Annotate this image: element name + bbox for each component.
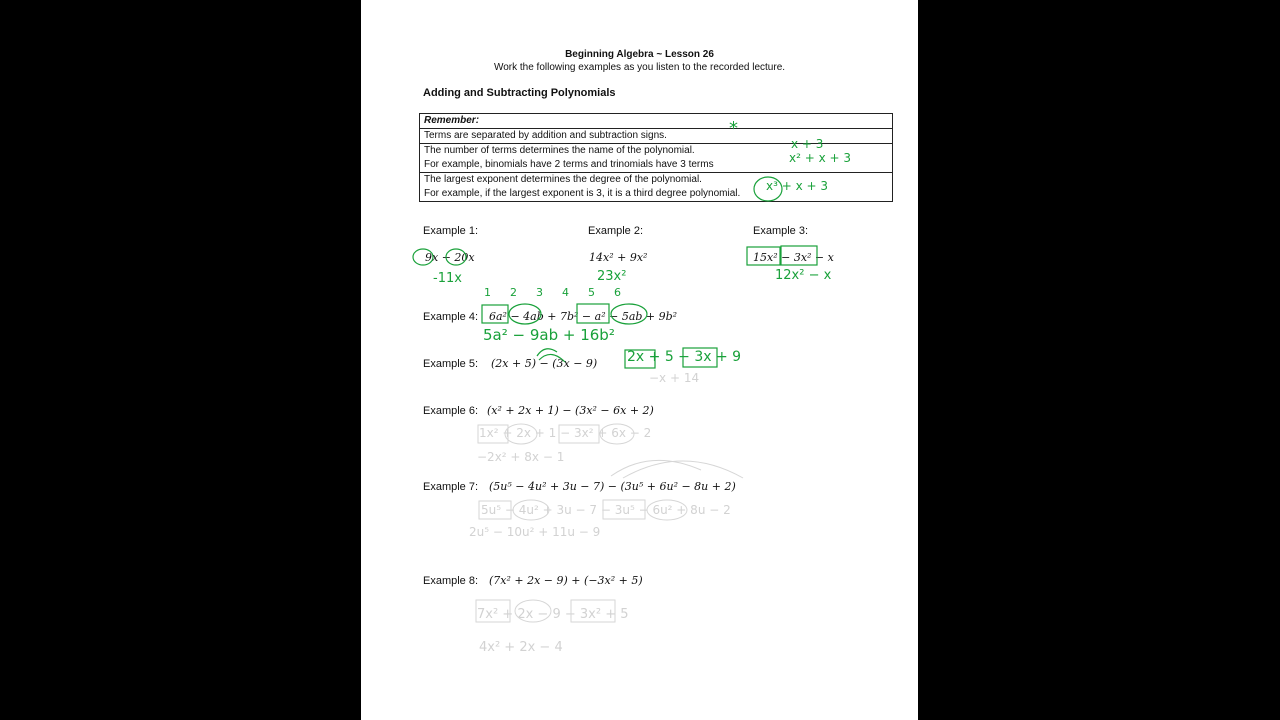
remember-row: Terms are separated by addition and subtraction signs.: [420, 128, 892, 143]
document-page: [361, 0, 918, 720]
example-6-work: 1x² + 2x + 1 − 3x² + 6x − 2: [479, 426, 652, 440]
arc-mark: [623, 461, 743, 478]
remember-row: For example, if the largest exponent is 3, it is a third degree polynomial.: [424, 188, 741, 199]
example-8-work: 7x² + 2x − 9 − 3x² + 5: [477, 607, 629, 622]
star-annotation: *: [729, 118, 738, 139]
example-3-expression: 15x² − 3x² − x: [753, 251, 834, 264]
arc-mark: [611, 460, 701, 476]
example-7-work: 5u⁵ − 4u² + 3u − 7 − 3u⁵ − 6u² + 8u − 2: [481, 503, 731, 517]
example-6-label: Example 6:: [423, 405, 479, 417]
page-subtitle: Work the following examples as you listen to the recorded lecture.: [493, 62, 786, 73]
example-6-expression: (x² + 2x + 1) − (3x² − 6x + 2): [487, 404, 654, 417]
term-number-markers: [484, 286, 640, 299]
term-number: 3: [536, 286, 562, 299]
example-1-label: Example 1:: [423, 225, 479, 237]
example-3-work: 12x² − x: [775, 268, 832, 283]
section-title: Adding and Subtracting Polynomials: [423, 87, 616, 99]
example-5-result: −x + 14: [649, 371, 700, 385]
term-number: 1: [484, 286, 510, 299]
term-number: 2: [510, 286, 536, 299]
example-4-label: Example 4:: [423, 311, 479, 323]
trinomial-annotation: x² + x + 3: [789, 151, 852, 165]
remember-row: The largest exponent determines the degree of the polynomial.: [424, 174, 702, 185]
degree-annotation: x³ + x + 3: [766, 179, 829, 193]
example-2-label: Example 2:: [588, 225, 644, 237]
remember-row: The number of terms determines the name of the polynomial.: [424, 145, 695, 156]
term-number: 5: [588, 286, 614, 299]
example-7-expression: (5u⁵ − 4u² + 3u − 7) − (3u⁵ + 6u² − 8u + 2): [489, 480, 736, 493]
remember-row: For example, binomials have 2 terms and trinomials have 3 terms: [424, 159, 714, 170]
example-7-label: Example 7:: [423, 481, 479, 493]
example-2-work: 23x²: [597, 269, 627, 284]
example-1-work: -11x: [433, 271, 462, 286]
example-4-expression: 6a² − 4ab + 7b² − a² − 5ab + 9b²: [489, 310, 678, 323]
example-8-label: Example 8:: [423, 575, 479, 587]
binomial-annotation: x + 3: [791, 137, 824, 151]
term-number: 4: [562, 286, 588, 299]
example-7-result: 2u⁵ − 10u² + 11u − 9: [469, 525, 601, 539]
example-8-expression: (7x² + 2x − 9) + (−3x² + 5): [489, 574, 643, 587]
example-4-work: 5a² − 9ab + 16b²: [483, 326, 615, 344]
example-5-work: 2x + 5 − 3x + 9: [627, 349, 742, 365]
example-5-label: Example 5:: [423, 358, 479, 370]
page-title: Beginning Algebra ~ Lesson 26: [565, 49, 714, 60]
example-6-result: −2x² + 8x − 1: [477, 450, 565, 464]
example-2-expression: 14x² + 9x²: [589, 251, 648, 264]
arc-mark: [537, 349, 557, 356]
example-1-expression: 9x − 20x: [425, 251, 475, 264]
term-number: 6: [614, 286, 640, 299]
example-5-expression: (2x + 5) − (3x − 9): [491, 357, 598, 370]
remember-heading: Remember:: [424, 115, 480, 126]
example-8-result: 4x² + 2x − 4: [479, 640, 563, 655]
example-3-label: Example 3:: [753, 225, 809, 237]
